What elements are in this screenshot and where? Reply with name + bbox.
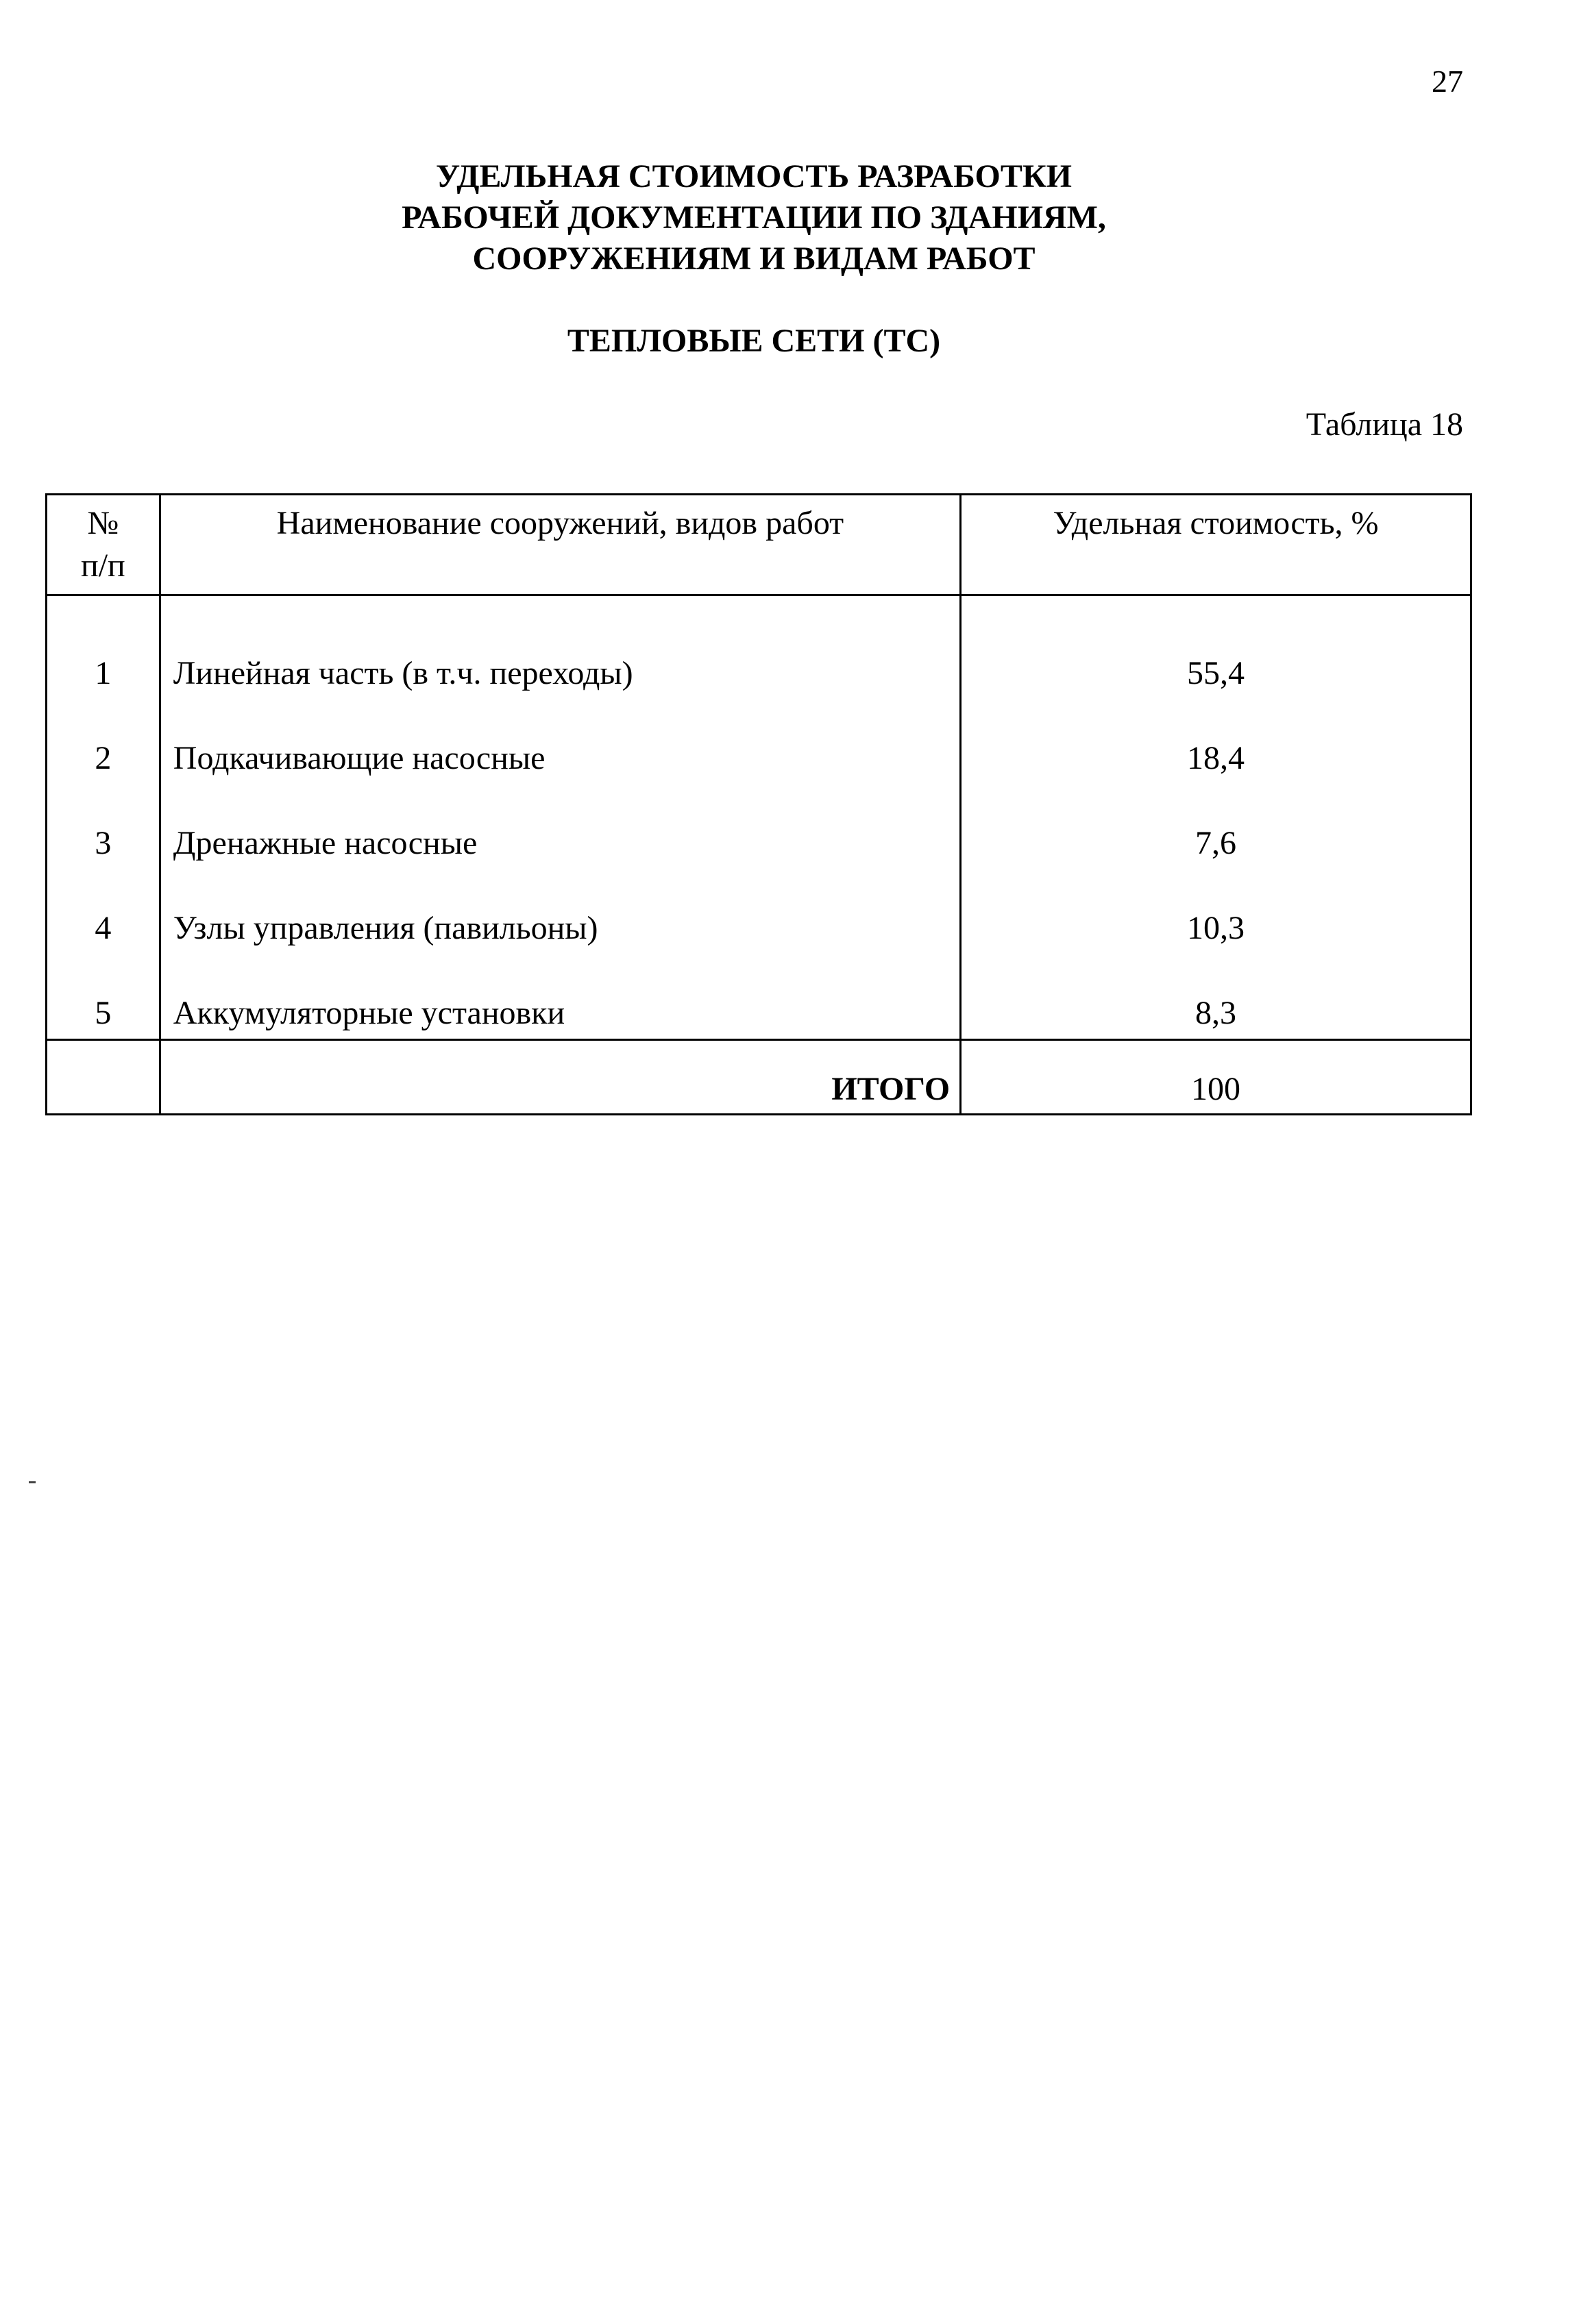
header-name: Наименование сооружений, видов работ <box>160 495 960 595</box>
row-value: 10,3 <box>961 869 1471 954</box>
row-name: Линейная часть (в т.ч. переходы) <box>160 595 960 700</box>
table-header-row <box>47 495 1471 595</box>
row-value: 18,4 <box>961 699 1471 784</box>
row-number: 2 <box>47 699 160 784</box>
table-row <box>47 595 1471 700</box>
document-title <box>0 156 1508 280</box>
row-number: 1 <box>47 595 160 700</box>
row-name: Узлы управления (павильоны) <box>160 869 960 954</box>
total-value: 100 <box>961 1040 1471 1115</box>
row-number: 3 <box>47 784 160 869</box>
row-number: 4 <box>47 869 160 954</box>
row-value: 55,4 <box>961 595 1471 700</box>
total-label: ИТОГО <box>160 1040 960 1115</box>
table-caption: Таблица 18 <box>1306 406 1463 443</box>
table-row <box>47 699 1471 784</box>
row-name: Аккумуляторные установки <box>160 954 960 1040</box>
title-line: РАБОЧЕЙ ДОКУМЕНТАЦИИ ПО ЗДАНИЯМ, <box>402 199 1106 236</box>
row-name: Подкачивающие насосные <box>160 699 960 784</box>
header-value: Удельная стоимость, % <box>961 495 1471 595</box>
table-row <box>47 869 1471 954</box>
section-subtitle: ТЕПЛОВЫЕ СЕТИ (ТС) <box>567 323 941 359</box>
row-value: 7,6 <box>961 784 1471 869</box>
header-number: № п/п <box>47 495 160 595</box>
title-line: СООРУЖЕНИЯМ И ВИДАМ РАБОТ <box>472 240 1036 277</box>
row-name: Дренажные насосные <box>160 784 960 869</box>
page-number: 27 <box>1432 64 1463 99</box>
row-value: 8,3 <box>961 954 1471 1040</box>
total-empty-cell <box>47 1040 160 1115</box>
table-row <box>47 784 1471 869</box>
title-line: УДЕЛЬНАЯ СТОИМОСТЬ РАЗРАБОТКИ <box>435 158 1073 195</box>
table-row <box>47 954 1471 1040</box>
scan-artifact <box>29 1481 36 1483</box>
cost-table <box>45 493 1472 1115</box>
row-number: 5 <box>47 954 160 1040</box>
total-row <box>47 1040 1471 1115</box>
